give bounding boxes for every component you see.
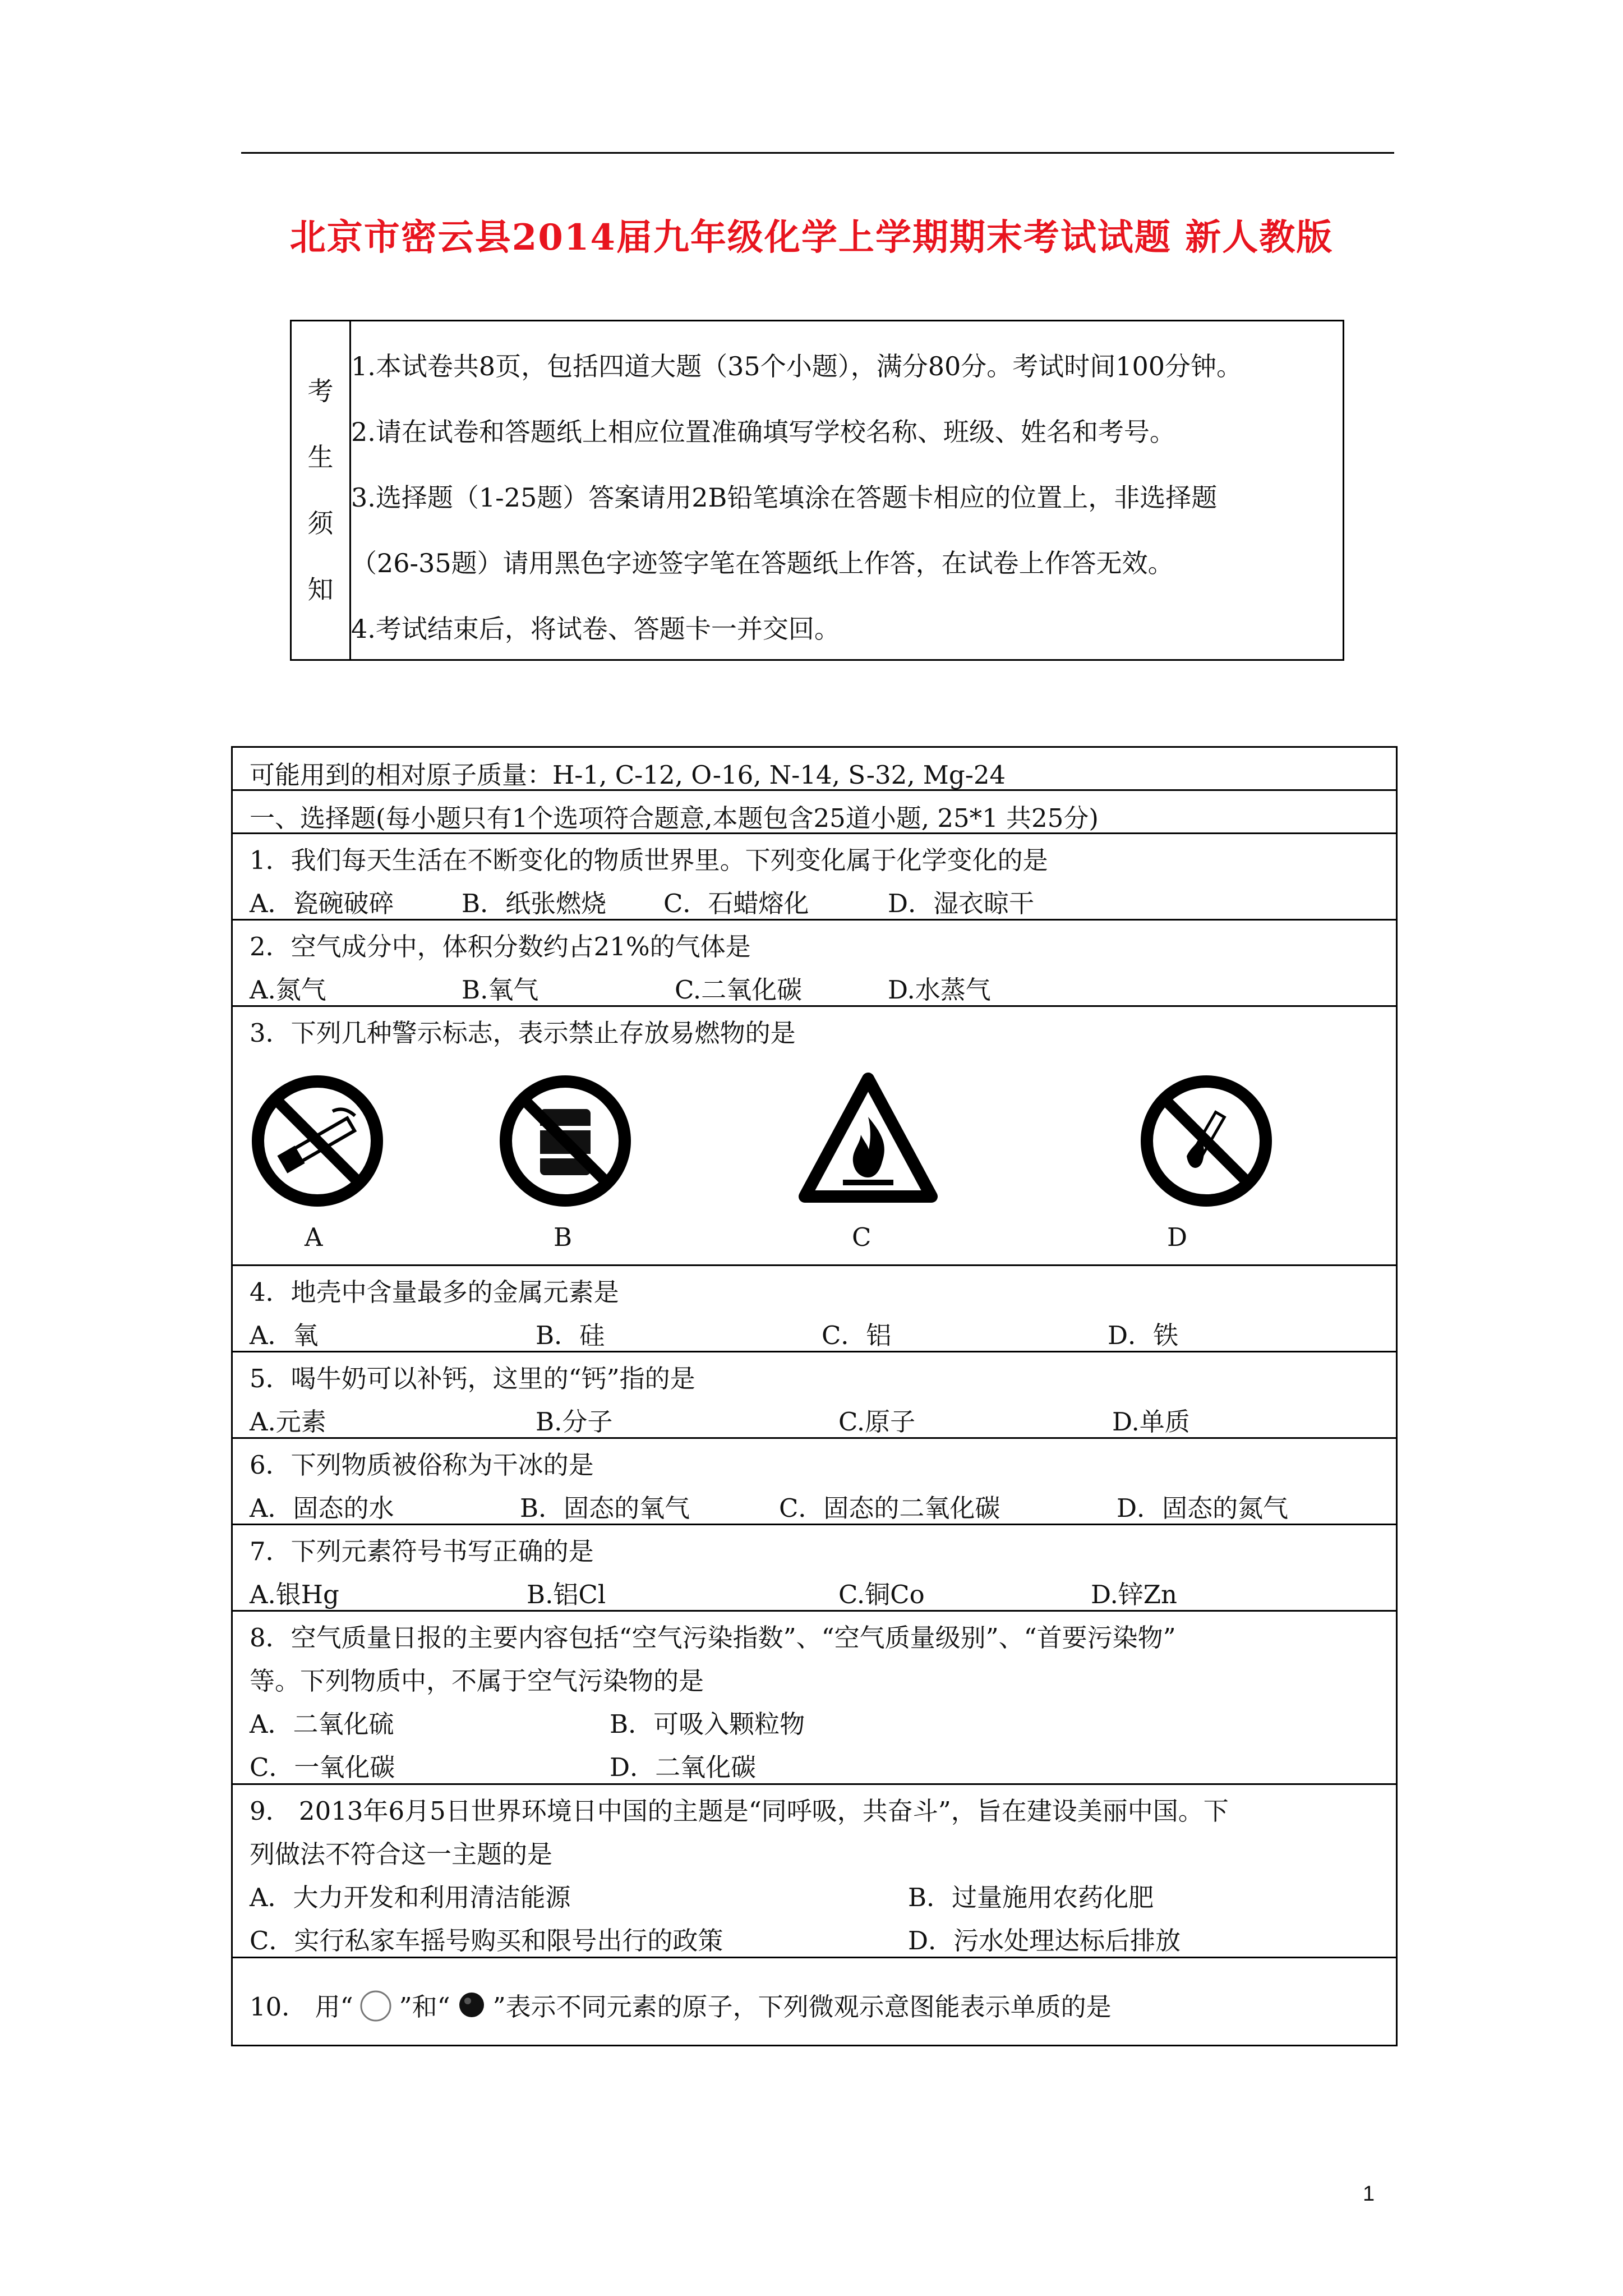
black-atom-icon [454,1988,490,2022]
option-b: B.分子 [536,1407,613,1437]
option-a: A．氧 [250,1320,319,1350]
question-stem: 4．地壳中含量最多的金属元素是 [250,1277,619,1307]
question-row [233,1439,1396,1525]
question-stem: 5．喝牛奶可以补钙，这里的“钙”指的是 [250,1364,695,1393]
question-stem: 2．空气成分中，体积分数约占21%的气体是 [250,932,751,961]
option-a: A.银Hg [250,1580,339,1609]
question-stem: 1．我们每天生活在不断变化的物质世界里。下列变化属于化学变化的是 [250,845,1048,875]
question-stem [250,1986,1112,2023]
notice-line: 4.考试结束后，将试卷、答题卡一并交回。 [351,614,840,644]
option-c: C．实行私家车摇号购买和限号出行的政策 [250,1926,723,1955]
question-stem-continued: 等。下列物质中，不属于空气污染物的是 [250,1666,704,1696]
option-d: D．铁 [1108,1320,1179,1350]
notice-line: （26-35题）请用黑色字迹签字笔在答题纸上作答，在试卷上作答无效。 [351,548,1174,578]
option-c: C.原子 [838,1407,916,1437]
question-stem: 9． 2013年6月5日世界环境日中国的主题是“同呼吸，共奋斗”，旨在建设美丽中国。下 [250,1796,1229,1826]
option-b: B．可吸入颗粒物 [610,1709,805,1739]
option-c: C.铜Co [838,1580,925,1609]
option-d: D．固态的氮气 [1117,1493,1289,1523]
option-b: B.氧气 [462,975,539,1005]
no-flammable-storage-sign-icon [496,1072,634,1210]
page-number: 1 [1363,2182,1375,2206]
question-stem-part: ”表示不同元素的原子，下列微观示意图能表示单质的是 [492,1992,1112,2022]
question-table [231,746,1398,2046]
option-c: C．石蜡熔化 [663,889,809,918]
option-a: A．大力开发和利用清洁能源 [250,1883,571,1912]
notice-line: 1.本试卷共8页，包括四道大题（35个小题），满分80分。考试时间100分钟。 [351,351,1243,381]
section-heading-row [233,791,1396,834]
notice-side-label [292,321,351,659]
question-stem: 8．空气质量日报的主要内容包括“空气污染指数”、“空气质量级别”、“首要污染物” [250,1623,1176,1653]
sign-label-d: D [1167,1222,1188,1252]
option-c: C.二氧化碳 [675,975,803,1005]
question-row [233,1525,1396,1612]
option-d: D．污水处理达标后排放 [908,1926,1181,1955]
option-d: D．二氧化碳 [610,1752,757,1782]
option-c: C．铝 [822,1320,892,1350]
atomic-mass-text: 可能用到的相对原子质量：H-1, C-12, O-16, N-14, S-32, Mg-24 [250,760,1006,790]
question-row [233,1266,1396,1352]
white-atom-icon [356,1988,397,2022]
header-rule [241,152,1394,154]
question-row [233,1785,1396,1958]
sign-label-c: C [852,1222,872,1252]
notice-side-char: 须 [307,508,334,539]
question-row [233,834,1396,921]
option-d: D．湿衣晾干 [888,889,1035,918]
option-b: B.铝Cl [527,1580,606,1609]
question-stem: 6．下列物质被俗称为干冰的是 [250,1450,594,1480]
exam-notice-box [290,320,1344,661]
sign-label-b: B [554,1222,573,1252]
no-smoking-sign-icon [248,1072,386,1210]
page-title: 北京市密云县2014届九年级化学上学期期末考试试题 新人教版 [289,217,1334,259]
question-row [233,1352,1396,1439]
notice-side-char: 生 [307,442,334,472]
question-row [233,1007,1396,1266]
option-a: A．二氧化硫 [250,1709,394,1739]
question-row [233,1958,1396,2046]
option-b: B．硅 [536,1320,605,1350]
option-a: A．瓷碗破碎 [250,889,394,918]
notice-side-char: 知 [307,574,334,605]
question-stem: 3．下列几种警示标志，表示禁止存放易燃物的是 [250,1018,796,1048]
option-c: C．固态的二氧化碳 [779,1493,1000,1523]
question-stem-continued: 列做法不符合这一主题的是 [250,1839,553,1869]
section-heading: 一、选择题(每小题只有1个选项符合题意,本题包含25道小题, 25*1 共25分) [250,803,1099,833]
question-row [233,1612,1396,1785]
notice-line: 2.请在试卷和答题纸上相应位置准确填写学校名称、班级、姓名和考号。 [351,417,1175,447]
notice-body [351,334,1343,662]
option-b: B．固态的氧气 [520,1493,690,1523]
atomic-mass-row [233,748,1396,791]
question-stem: 7．下列元素符号书写正确的是 [250,1536,594,1566]
question-row [233,921,1396,1007]
question-stem-part: ”和“ [399,1992,450,2022]
option-d: D.单质 [1112,1407,1190,1437]
option-a: A.氮气 [250,975,326,1005]
option-c: C．一氧化碳 [250,1752,395,1782]
option-b: B．纸张燃烧 [462,889,607,918]
question-stem-part: 10． 用“ [250,1992,353,2022]
flammable-warning-sign-icon [798,1072,938,1207]
notice-side-char: 考 [307,376,334,406]
option-a: A.元素 [250,1407,326,1437]
sign-label-a: A [305,1222,323,1252]
no-open-flame-sign-icon [1137,1072,1275,1210]
option-d: D.水蒸气 [888,975,991,1005]
option-d: D.锌Zn [1091,1580,1178,1609]
option-b: B．过量施用农药化肥 [908,1883,1154,1912]
notice-line: 3.选择题（1-25题）答案请用2B铅笔填涂在答题卡相应的位置上，非选择题 [351,482,1218,513]
option-a: A．固态的水 [250,1493,394,1523]
